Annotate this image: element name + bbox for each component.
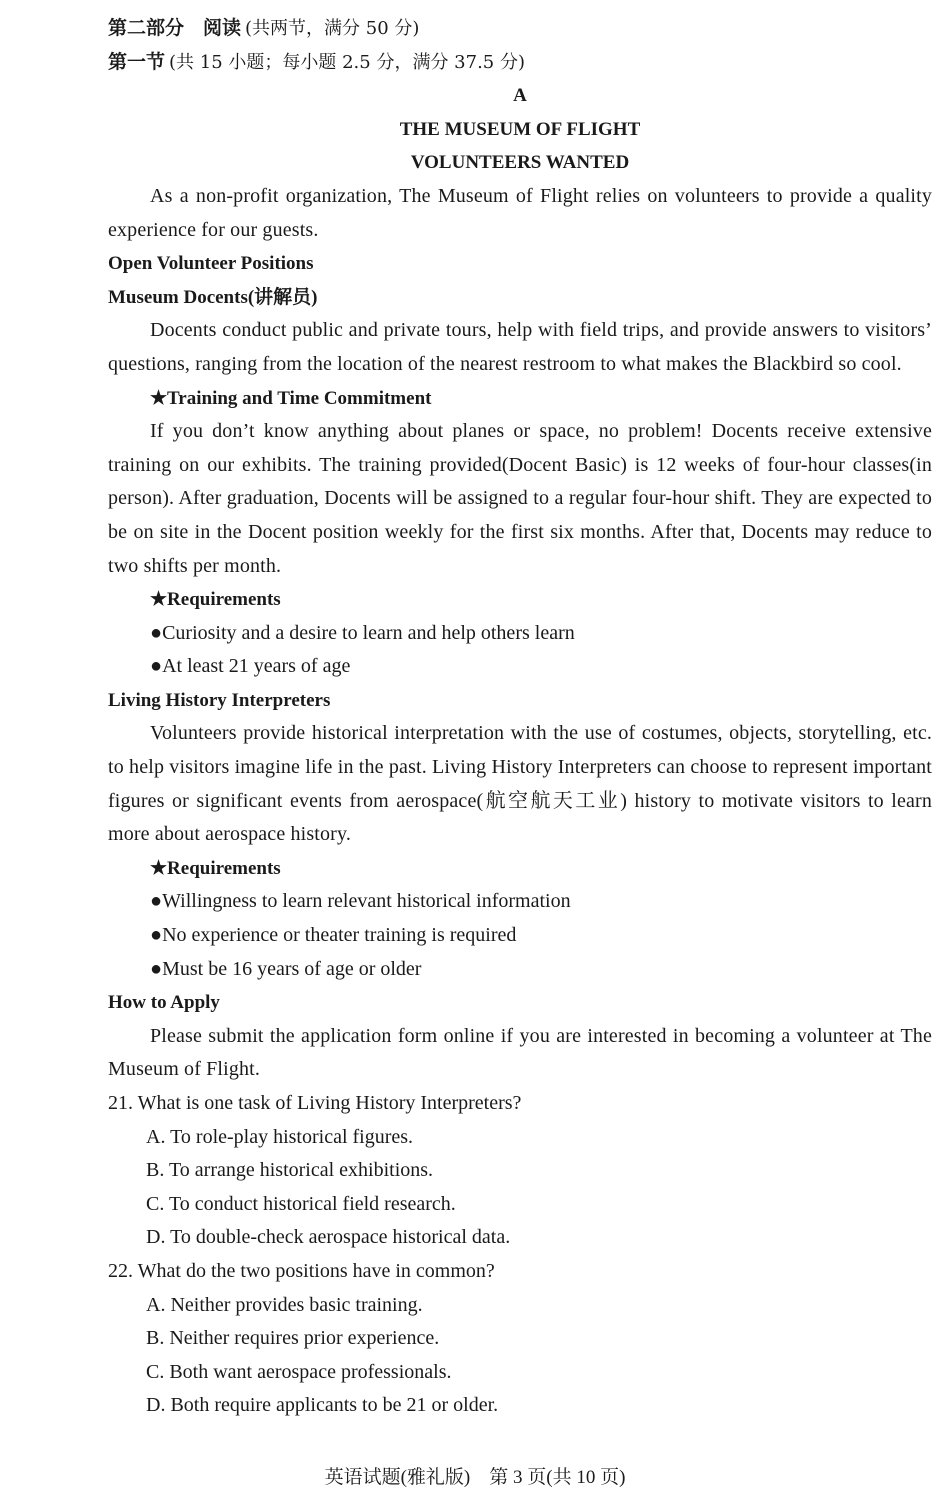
page-content (108, 12, 932, 1423)
question-22-option-b: B. Neither requires prior experience. (146, 1327, 440, 1350)
docent-requirement-item: ●At least 21 years of age (150, 655, 351, 678)
passage-letter: A (513, 85, 527, 107)
question-22-stem: 22. What do the two positions have in common? (108, 1259, 495, 1282)
living-history-paragraph: Volunteers provide historical interpretation with the use of costumes, objects, storytelling, etc. to help visitors imagine life in the past. Living History Interpreters can choose to represent important figures or significant events from aerospace(航空航天工业) history to motivate visitors to learn more about aerospace history. (108, 722, 932, 846)
part-heading (108, 12, 932, 46)
section-heading (108, 46, 932, 80)
question-21-option-d: D. To double-check aerospace historical data. (146, 1226, 511, 1249)
question-22-option-c: C. Both want aerospace professionals. (146, 1360, 452, 1383)
living-requirement-item: ●Willingness to learn relevant historical information (150, 890, 571, 913)
section-title: 第一节 (108, 50, 166, 73)
training-heading: ★Training and Time Commitment (150, 387, 432, 409)
living-requirements-heading: ★Requirements (150, 857, 281, 879)
living-requirement-item: ●No experience or theater training is required (150, 924, 517, 947)
docents-paragraph: Docents conduct public and private tours, help with field trips, and provide answers to visitors’ questions, ranging from the location of the nearest restroom to what makes the Blackbird so cool. (108, 319, 932, 375)
question-22-option-d: D. Both require applicants to be 21 or older. (146, 1394, 499, 1417)
passage-title: THE MUSEUM OF FLIGHT (399, 118, 641, 140)
part-note: (共两节，满分 50 分) (245, 18, 420, 39)
docents-heading: Museum Docents(讲解员) (108, 286, 318, 308)
living-requirement-item: ●Must be 16 years of age or older (150, 957, 422, 980)
question-21-option-a: A. To role-play historical figures. (146, 1125, 414, 1148)
page-footer: 英语试题(雅礼版) 第 3 页(共 10 页) (324, 1467, 626, 1488)
apply-heading: How to Apply (108, 992, 220, 1014)
question-21-option-c: C. To conduct historical field research. (146, 1192, 456, 1215)
passage-subtitle: VOLUNTEERS WANTED (410, 152, 630, 174)
docent-requirements-heading: ★Requirements (150, 589, 281, 611)
question-22-option-a: A. Neither provides basic training. (146, 1293, 423, 1316)
question-21-stem: 21. What is one task of Living History Interpreters? (108, 1092, 522, 1114)
question-21-option-b: B. To arrange historical exhibitions. (146, 1159, 434, 1182)
section-note: (共 15 小题；每小题 2.5 分，满分 37.5 分) (169, 51, 525, 73)
living-history-heading: Living History Interpreters (108, 689, 331, 711)
positions-heading: Open Volunteer Positions (108, 253, 314, 275)
training-paragraph: If you don’t know anything about planes or space, no problem! Docents receive extensive training on our exhibits. The training provided(Docent Basic) is 12 weeks of four-hour classes(in person). After graduation, Docents will be assigned to a regular four-hour shift. They are expected to be on site in the Docent position weekly for the first six months. After that, Docents may reduce to two shifts per month. (108, 420, 932, 577)
part-title: 第二部分 阅读 (108, 17, 242, 39)
apply-paragraph: Please submit the application form online if you are interested in becoming a volunteer at The Museum of Flight. (108, 1024, 932, 1081)
intro-paragraph: As a non-profit organization, The Museum of Flight relies on volunteers to provide a quality experience for our guests. (108, 184, 932, 241)
docent-requirement-item: ●Curiosity and a desire to learn and help others learn (150, 621, 575, 644)
